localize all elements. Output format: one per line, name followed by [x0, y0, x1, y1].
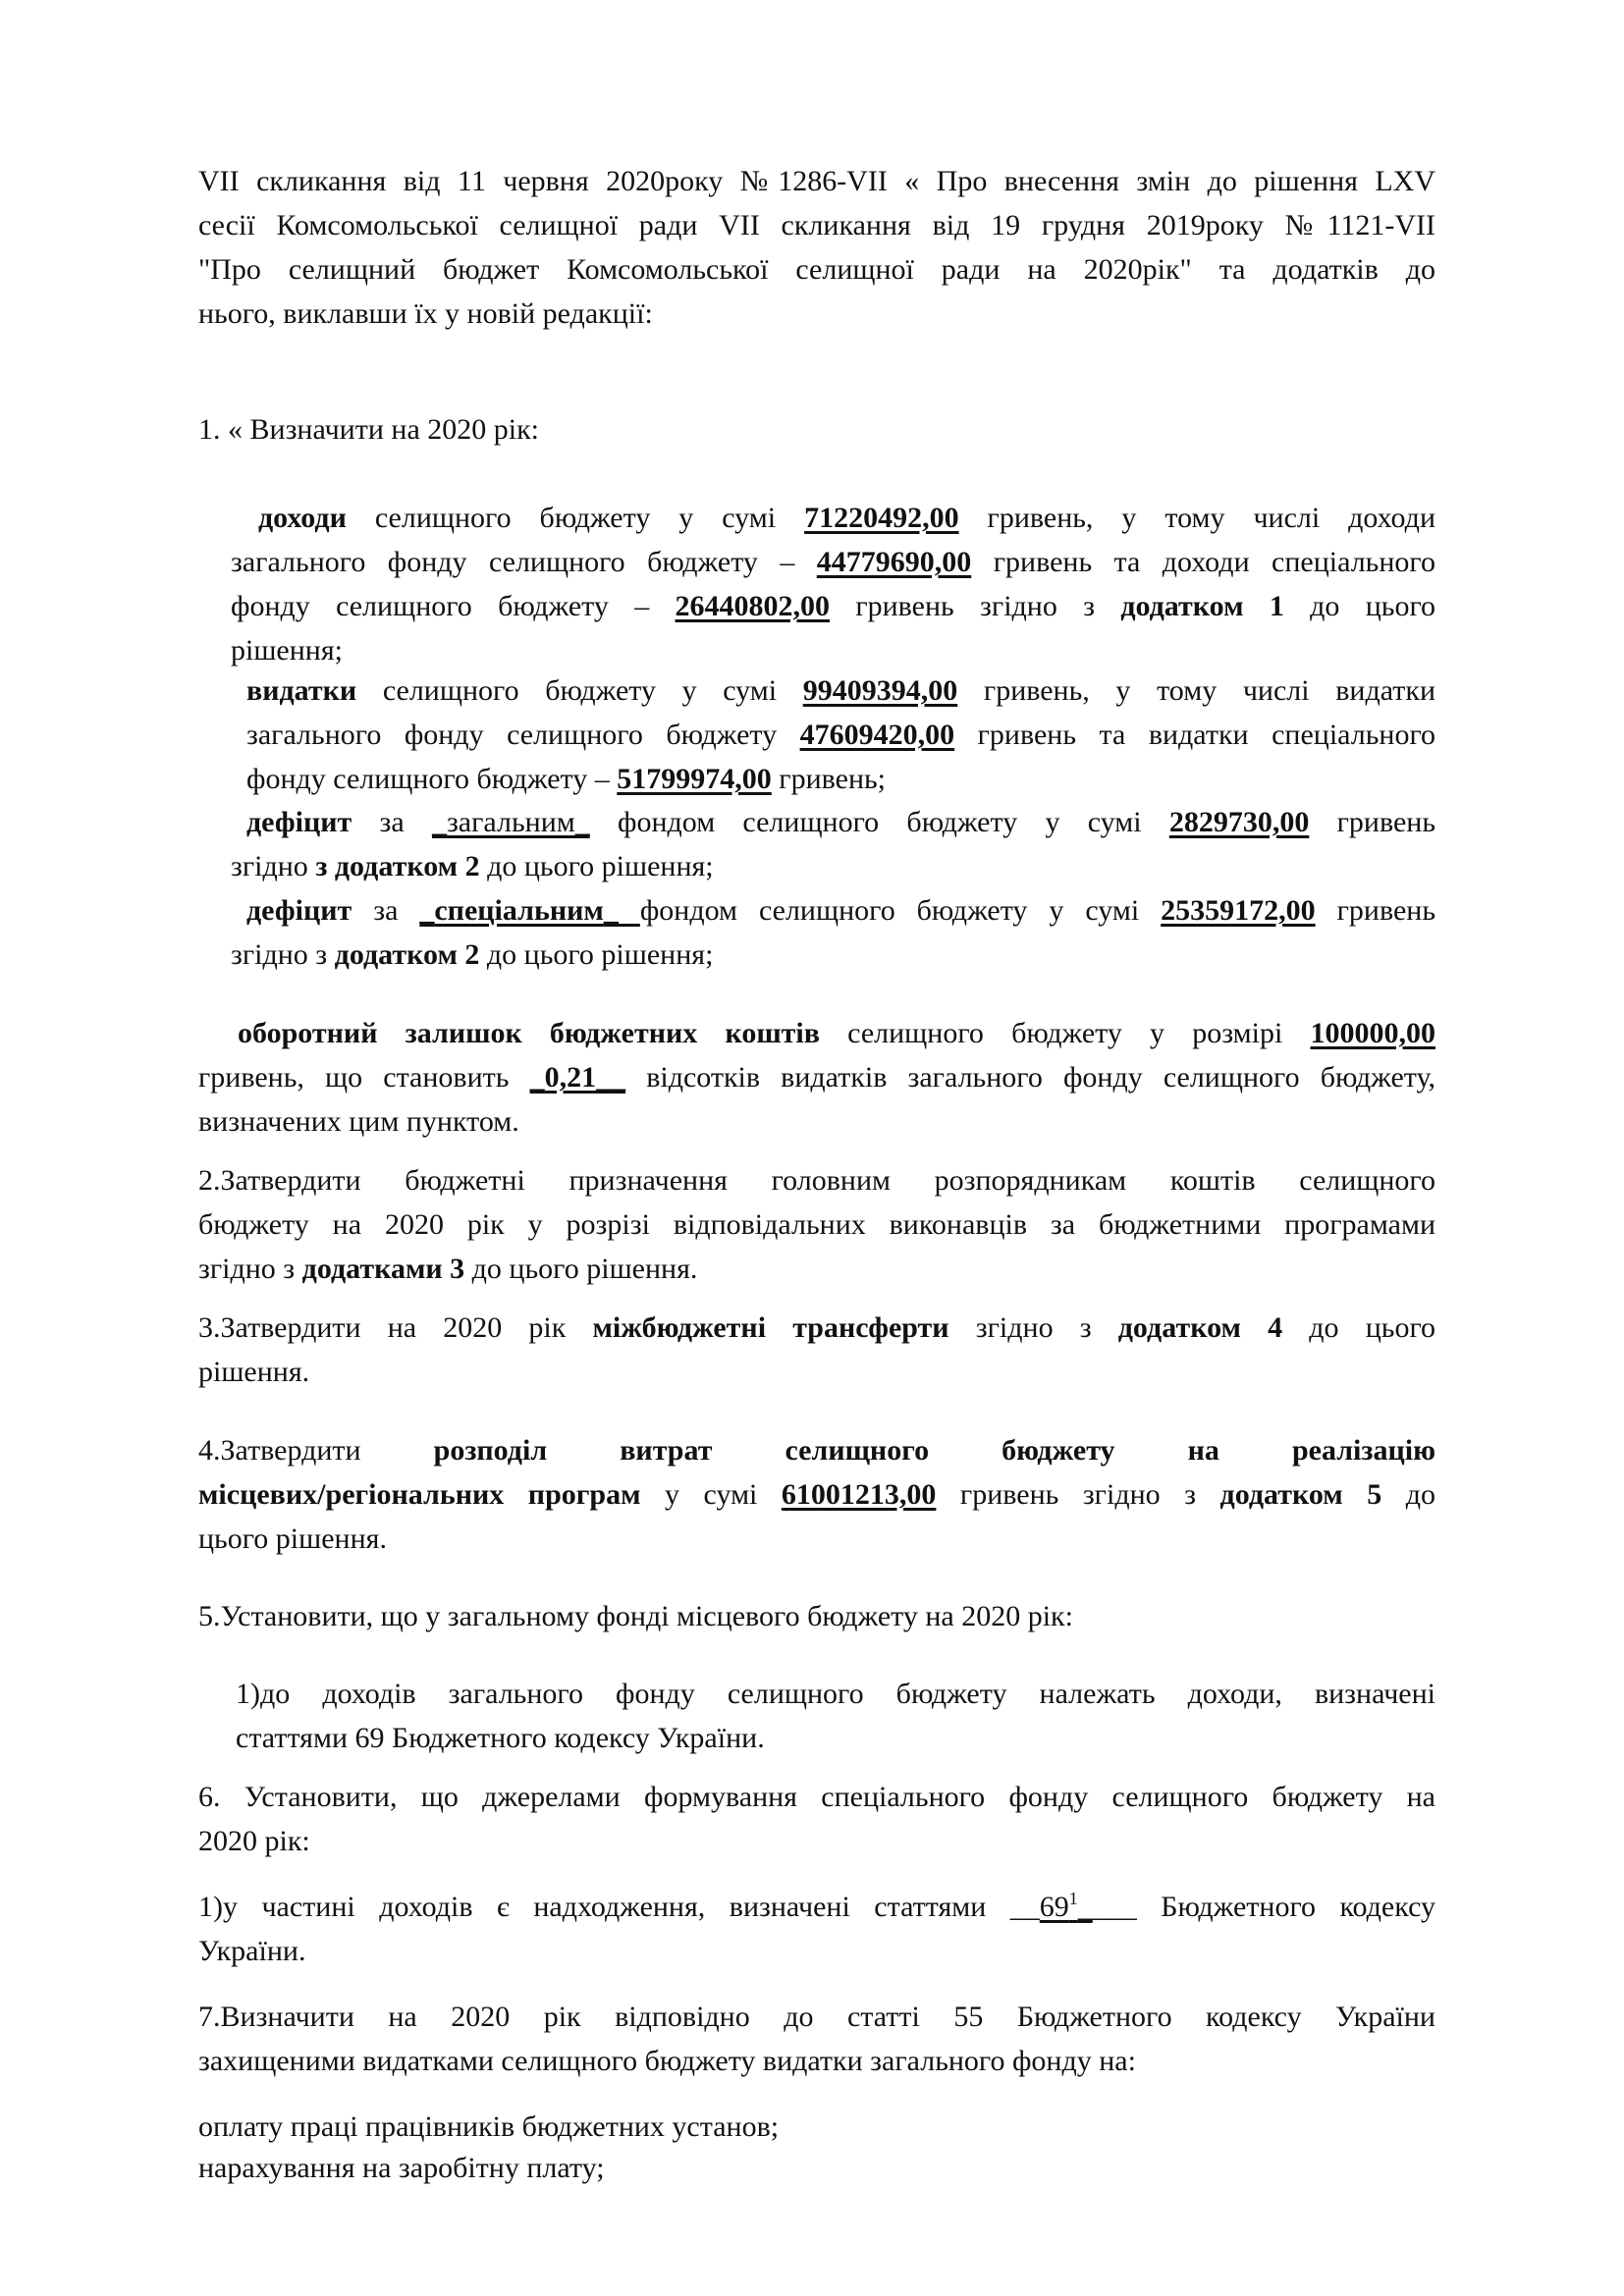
reserve-keyword: оборотний залишок бюджетних коштів	[238, 1017, 820, 1049]
income-special: 26440802,00	[675, 590, 831, 622]
item-6-subitem: 1)у частині доходів є надходження, визначені статтями $\_\_69^1\_\_\_\_$ Бюджетного кодексу України.	[198, 1889, 1435, 1967]
item-3-appendix: додатком 4	[1117, 1311, 1283, 1344]
item-1-heading: 1. « Визначити на 2020 рік:	[198, 413, 540, 446]
item-5-heading: 5.Установити, що у загальному фонді місцевого бюджету на 2020 рік:	[198, 1600, 1073, 1632]
item-4-programs: місцевих/регіональних програм	[198, 1478, 641, 1511]
income-appendix: додатком 1	[1120, 590, 1284, 622]
expenses-general: 47609420,00	[799, 719, 955, 751]
intro-line: нього, виклавши їх у новій редакції:	[198, 297, 653, 330]
deficit-general-appendix: з додатком 2	[315, 850, 480, 882]
expenses-keyword: видатки	[246, 674, 357, 707]
item-4-distribution: розподіл витрат селищного бюджету на реалізацію	[433, 1434, 1435, 1467]
expenses-total: 99409394,00	[802, 674, 958, 707]
intro-line: "Про селищний бюджет Комсомольської селищної ради на 2020рік" та додатків до	[198, 253, 1435, 286]
deficit-keyword: дефіцит	[246, 894, 352, 927]
deficit-special-appendix: додатком 2	[334, 938, 480, 971]
intro-paragraph	[198, 159, 1435, 336]
item-2-appendix: додатками 3	[301, 1253, 465, 1285]
deficit-special-paragraph: дефіцит за _спеціальним_ фондом селищного бюджету у сумі 25359172,00 гривень згідно з додатком 2 до цього рішення;	[231, 894, 1436, 971]
expenses-special: 51799974,00	[617, 763, 772, 795]
item-6-article: $\_\_69^1\_\_\_\_$	[1009, 1889, 1137, 1923]
item-4-amount: 61001213,00	[781, 1478, 937, 1511]
reserve-paragraph: оборотний залишок бюджетних коштів селищного бюджету у розмірі 100000,00 гривень, що становить _0,21__ відсотків видатків загального фонду селищного бюджету, визначених цим пунктом.	[198, 1017, 1436, 1138]
item-4-paragraph: 4.Затвердити розподіл витрат селищного бюджету на реалізацію місцевих/регіональних програм у сумі 61001213,00 гривень згідно з додатком 5 до цього рішення.	[198, 1434, 1436, 1555]
income-general: 44779690,00	[816, 546, 972, 578]
reserve-percent: _0,21__	[529, 1061, 626, 1094]
list-item: нарахування на заробітну плату;	[198, 2152, 605, 2184]
intro-line: сесії Комсомольської селищної ради VII скликання від 19 грудня 2019року №1121-VII	[198, 209, 1435, 241]
income-total: 71220492,00	[804, 502, 959, 534]
income-keyword: доходи	[258, 502, 347, 534]
item-3-paragraph: 3.Затвердити на 2020 рік міжбюджетні трансферти згідно з додатком 4 до цього рішення.	[198, 1311, 1436, 1388]
item-6-paragraph: 6. Установити, що джерелами формування спеціального фонду селищного бюджету на 2020 рік:	[198, 1781, 1435, 1857]
deficit-general-paragraph: дефіцит за _загальним_ фондом селищного бюджету у сумі 2829730,00 гривень згідно з додатком 2 до цього рішення;	[231, 806, 1436, 882]
income-paragraph: доходи селищного бюджету у сумі 71220492,00 гривень, у тому числі доходи загального фонду селищного бюджету – 44779690,00 гривень та доходи спеціального фонду селищного бюджету – 26440802,00 гривень згідно з додатком 1 до цього рішення;	[231, 502, 1436, 667]
item-4-appendix: додатком 5	[1219, 1478, 1382, 1511]
deficit-special-amount: 25359172,00	[1161, 894, 1316, 927]
item-3-transfers: міжбюджетні трансферти	[592, 1311, 949, 1344]
expenses-paragraph: видатки селищного бюджету у сумі 99409394,00 гривень, у тому числі видатки загального фонду селищного бюджету 47609420,00 гривень та видатки спеціального фонду селищного бюджету – 51799974,00 гривень;	[246, 674, 1435, 795]
item-2-paragraph: 2.Затвердити бюджетні призначення головним розпорядникам коштів селищного бюджету на 2020 рік у розрізі відповідальних виконавців за бюджетними програмами згідно з додатками 3 до цього рішення.	[198, 1164, 1435, 1285]
intro-line: VII скликання від 11 червня 2020року №1286-VII « Про внесення змін до рішення LXV	[198, 165, 1435, 197]
item-7-list	[198, 2107, 1435, 2189]
deficit-special-fund: _спеціальним_	[419, 894, 640, 927]
reserve-amount: 100000,00	[1310, 1017, 1436, 1049]
deficit-keyword: дефіцит	[246, 806, 352, 838]
item-5-subitem: 1)до доходів загального фонду селищного бюджету належать доходи, визначені статтями 69 Бюджетного кодексу України.	[236, 1678, 1435, 1754]
list-item: оплату праці працівників бюджетних установ;	[198, 2110, 780, 2143]
deficit-general-amount: 2829730,00	[1168, 806, 1310, 838]
item-7-paragraph: 7.Визначити на 2020 рік відповідно до статті 55 Бюджетного кодексу України захищеними видатками селищного бюджету видатки загального фонду на:	[198, 2001, 1435, 2077]
deficit-general-fund: _загальним_	[431, 806, 590, 838]
